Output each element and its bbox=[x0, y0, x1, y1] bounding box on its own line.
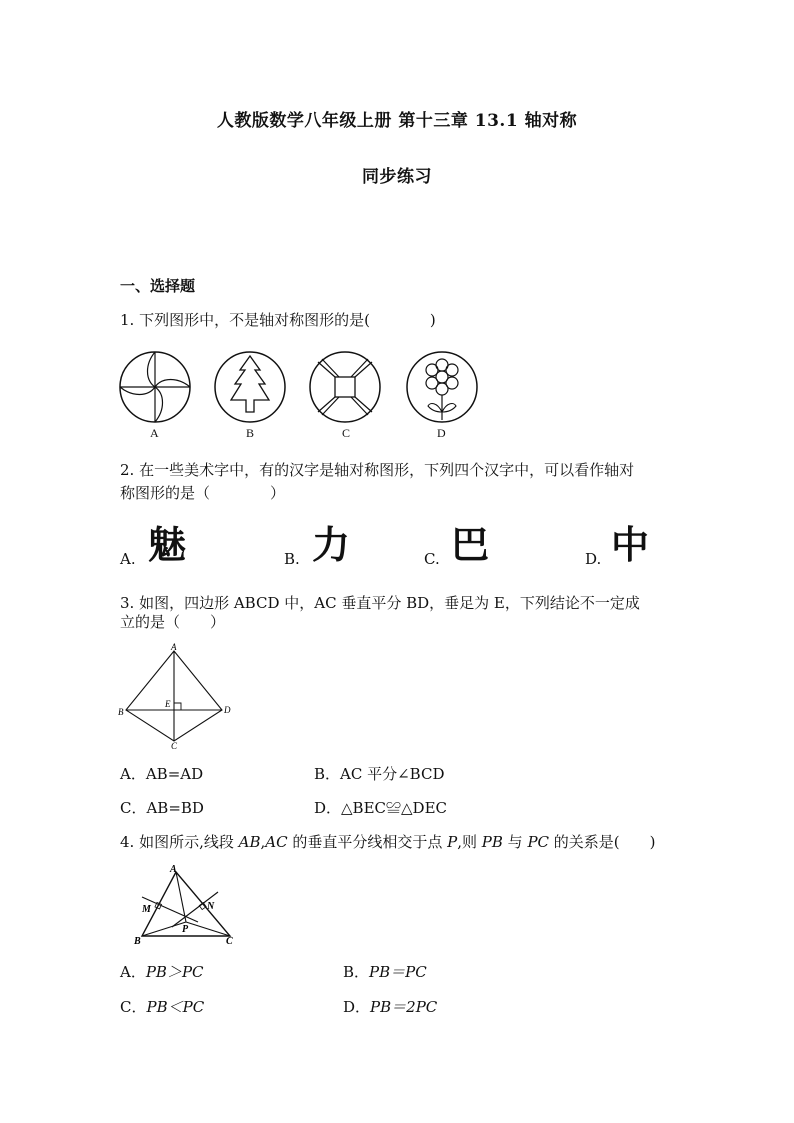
q3-label-c: C bbox=[171, 741, 178, 751]
q3-stem-line1: 3. 如图，四边形 ABCD 中，AC 垂直平分 BD，垂足为 E，下列结论不一定成 bbox=[120, 594, 640, 612]
q3-label-b: B bbox=[118, 707, 124, 717]
q4-option-a: A．PB＞PC bbox=[120, 963, 204, 981]
q1-figure-a bbox=[118, 350, 198, 425]
q2-option-d-letter: D. bbox=[585, 550, 602, 568]
q3-label-a: A bbox=[171, 642, 177, 652]
q1-figure-c bbox=[308, 350, 388, 425]
q3-option-a: A．AB=AD bbox=[120, 765, 204, 783]
q2-option-b-letter: B. bbox=[284, 550, 300, 568]
q4-stem: 4. 如图所示,线段 AB,AC 的垂直平分线相交于点 P,则 PB 与 PC 的关系是( ) bbox=[120, 833, 656, 851]
q4-label-n: N bbox=[207, 901, 215, 912]
q1-label-d: D bbox=[437, 426, 446, 440]
q3-option-b: B．AC 平分∠BCD bbox=[314, 765, 445, 783]
q4-label-c: C bbox=[226, 936, 233, 947]
q4-label-p: P bbox=[182, 924, 189, 935]
q2-stem-line1: 2. 在一些美术字中，有的汉字是轴对称图形，下列四个汉字中，可以看作轴对 bbox=[120, 461, 635, 479]
q2-stem-line2: 称图形的是（ ） bbox=[120, 484, 286, 502]
q4-diagram bbox=[130, 862, 245, 952]
q4-label-a: A bbox=[170, 864, 177, 875]
q1-figure-b bbox=[212, 350, 292, 425]
q3-diagram bbox=[118, 642, 233, 751]
q2-option-b-char: 力 bbox=[312, 523, 351, 567]
section-title: 一、选择题 bbox=[120, 277, 196, 295]
q4-option-d: D．PB＝2PC bbox=[343, 998, 438, 1016]
q1-label-c: C bbox=[342, 426, 351, 440]
q2-option-d-char: 中 bbox=[611, 523, 650, 567]
q4-label-b: B bbox=[134, 936, 141, 947]
q1-label-b: B bbox=[246, 426, 255, 440]
q3-label-e: E bbox=[165, 699, 171, 709]
q3-option-d: D．△BEC≌△DEC bbox=[314, 799, 448, 817]
q2-option-a-char: 魅 bbox=[148, 523, 187, 567]
page-title: 人教版数学八年级上册 第十三章 13.1 轴对称 bbox=[216, 111, 578, 131]
q4-option-b: B．PB＝PC bbox=[343, 963, 427, 981]
q4-option-c: C．PB＜PC bbox=[120, 998, 205, 1016]
q3-stem-line2: 立的是（ ） bbox=[120, 613, 226, 631]
q1-figure-d bbox=[405, 350, 485, 425]
q2-option-c-letter: C. bbox=[424, 550, 440, 568]
q2-option-a-letter: A. bbox=[120, 550, 136, 568]
q3-option-c: C．AB=BD bbox=[120, 799, 204, 817]
q1-label-a: A bbox=[150, 426, 159, 440]
q1-stem: 1. 下列图形中，不是轴对称图形的是( ) bbox=[120, 311, 436, 329]
q4-label-m: M bbox=[142, 904, 151, 915]
page-subtitle: 同步练习 bbox=[362, 167, 432, 187]
q2-option-c-char: 巴 bbox=[451, 523, 490, 567]
q3-label-d: D bbox=[224, 705, 231, 715]
